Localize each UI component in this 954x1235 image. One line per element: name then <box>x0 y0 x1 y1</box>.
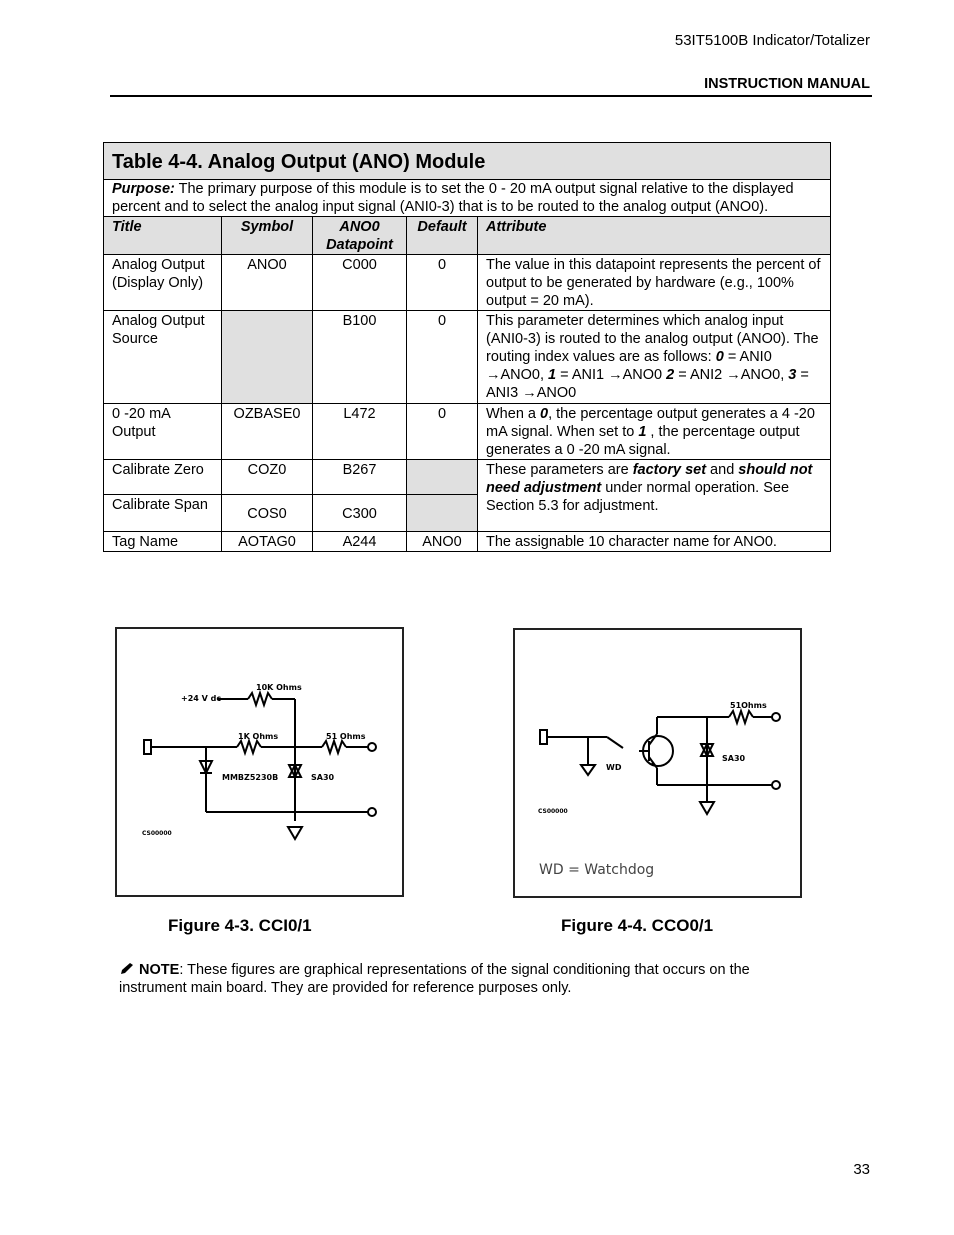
table-row <box>104 532 831 552</box>
row-attribute: This parameter determines which analog input (ANI0-3) is routed to the analog output (ANO0). The routing index values are as follows: 0 = ANI0 →ANO0, 1 = ANI1 →ANO0 2 = ANI2 →ANO0, 3 = ANI3 →ANO0 <box>478 311 831 404</box>
row-default: 0 <box>407 404 478 460</box>
cci-label-supply: +24 V dc <box>181 694 222 703</box>
analog-output-table <box>103 142 831 552</box>
row-datapoint: B100 <box>313 311 407 404</box>
cci-label-z1: MMBZ5230B <box>222 773 279 782</box>
cci-circuit-diagram <box>117 629 402 895</box>
table-caption: Table 4-4. Analog Output (ANO) Module <box>104 143 831 180</box>
row-symbol: OZBASE0 <box>222 404 313 460</box>
manual-label: INSTRUCTION MANUAL <box>704 76 870 92</box>
row-symbol: ANO0 <box>222 255 313 311</box>
row-default: 0 <box>407 311 478 404</box>
row-symbol <box>222 311 313 404</box>
note-text: : These figures are graphical representations of the signal conditioning that occurs on the instrument main board. They are provided for reference purposes only. <box>119 962 750 996</box>
cci-label-r2: 1K Ohms <box>238 732 279 741</box>
figure-4-caption: Figure 4-4. CCO0/1 <box>561 916 714 935</box>
col-symbol: Symbol <box>222 217 313 255</box>
cci-label-code: CS00000 <box>142 830 172 837</box>
row-datapoint: B267 <box>313 460 407 495</box>
page-number: 33 <box>853 1161 870 1178</box>
cci-label-r3: 51 Ohms <box>326 732 366 741</box>
row-symbol: COZ0 <box>222 460 313 495</box>
row-title: Analog Output Source <box>104 311 222 404</box>
pencil-icon <box>119 962 135 975</box>
table-row <box>104 255 831 311</box>
table-purpose <box>104 180 831 217</box>
cco-label-r1: 51Ohms <box>730 701 767 710</box>
row-attribute: When a 0, the percentage output generates a 4 -20 mA signal. When set to 1 , the percentage output generates a 0 -20 mA signal. <box>478 404 831 460</box>
row-title: Calibrate Zero <box>104 460 222 495</box>
row-symbol: AOTAG0 <box>222 532 313 552</box>
cci-label-r1: 10K Ohms <box>256 683 302 692</box>
col-datapoint: ANO0 Datapoint <box>313 217 407 255</box>
cco-label-wd: WD <box>606 763 622 772</box>
row-default: 0 <box>407 255 478 311</box>
table-row <box>104 311 831 404</box>
row-title: Analog Output (Display Only) <box>104 255 222 311</box>
row-attribute: The assignable 10 character name for ANO0. <box>478 532 831 552</box>
figure-3-caption: Figure 4-3. CCI0/1 <box>168 916 312 935</box>
row-datapoint: A244 <box>313 532 407 552</box>
row-datapoint: C000 <box>313 255 407 311</box>
cco-label-z1: SA30 <box>722 754 746 763</box>
cco-label-code: CS00000 <box>538 808 568 815</box>
row-default <box>407 460 478 495</box>
col-title: Title <box>104 217 222 255</box>
purpose-text: The primary purpose of this module is to set the 0 - 20 mA output signal relative to the displayed percent and to select the analog input signal (ANI0-3) that is to be routed to the analog output (ANO0). <box>112 181 794 215</box>
row-datapoint: C300 <box>313 495 407 532</box>
row-default: ANO0 <box>407 532 478 552</box>
table-row <box>104 404 831 460</box>
row-title: 0 -20 mA Output <box>104 404 222 460</box>
cco-circuit-diagram <box>515 630 800 896</box>
cci-label-z2: SA30 <box>311 773 335 782</box>
purpose-label: Purpose: <box>112 181 175 197</box>
figure-cci <box>115 627 404 897</box>
note-paragraph <box>119 961 819 997</box>
note-label: NOTE <box>139 962 180 978</box>
row-symbol: COS0 <box>222 495 313 532</box>
row-attribute: These parameters are factory set and should not need adjustment under normal operation. See Section 5.3 for adjustment. <box>478 460 831 532</box>
row-default <box>407 495 478 532</box>
table-header-row <box>104 217 831 255</box>
cco-legend: WD = Watchdog <box>539 862 655 878</box>
figure-cco <box>513 628 802 898</box>
col-default: Default <box>407 217 478 255</box>
document-title: 53IT5100B Indicator/Totalizer <box>674 32 870 49</box>
row-datapoint: L472 <box>313 404 407 460</box>
row-title: Tag Name <box>104 532 222 552</box>
row-attribute: The value in this datapoint represents the percent of output to be generated by hardware (e.g., 100% output = 20 mA). <box>478 255 831 311</box>
header-rule <box>110 95 872 97</box>
row-title: Calibrate Span <box>104 495 222 532</box>
col-attribute: Attribute <box>478 217 831 255</box>
table-row <box>104 460 831 495</box>
